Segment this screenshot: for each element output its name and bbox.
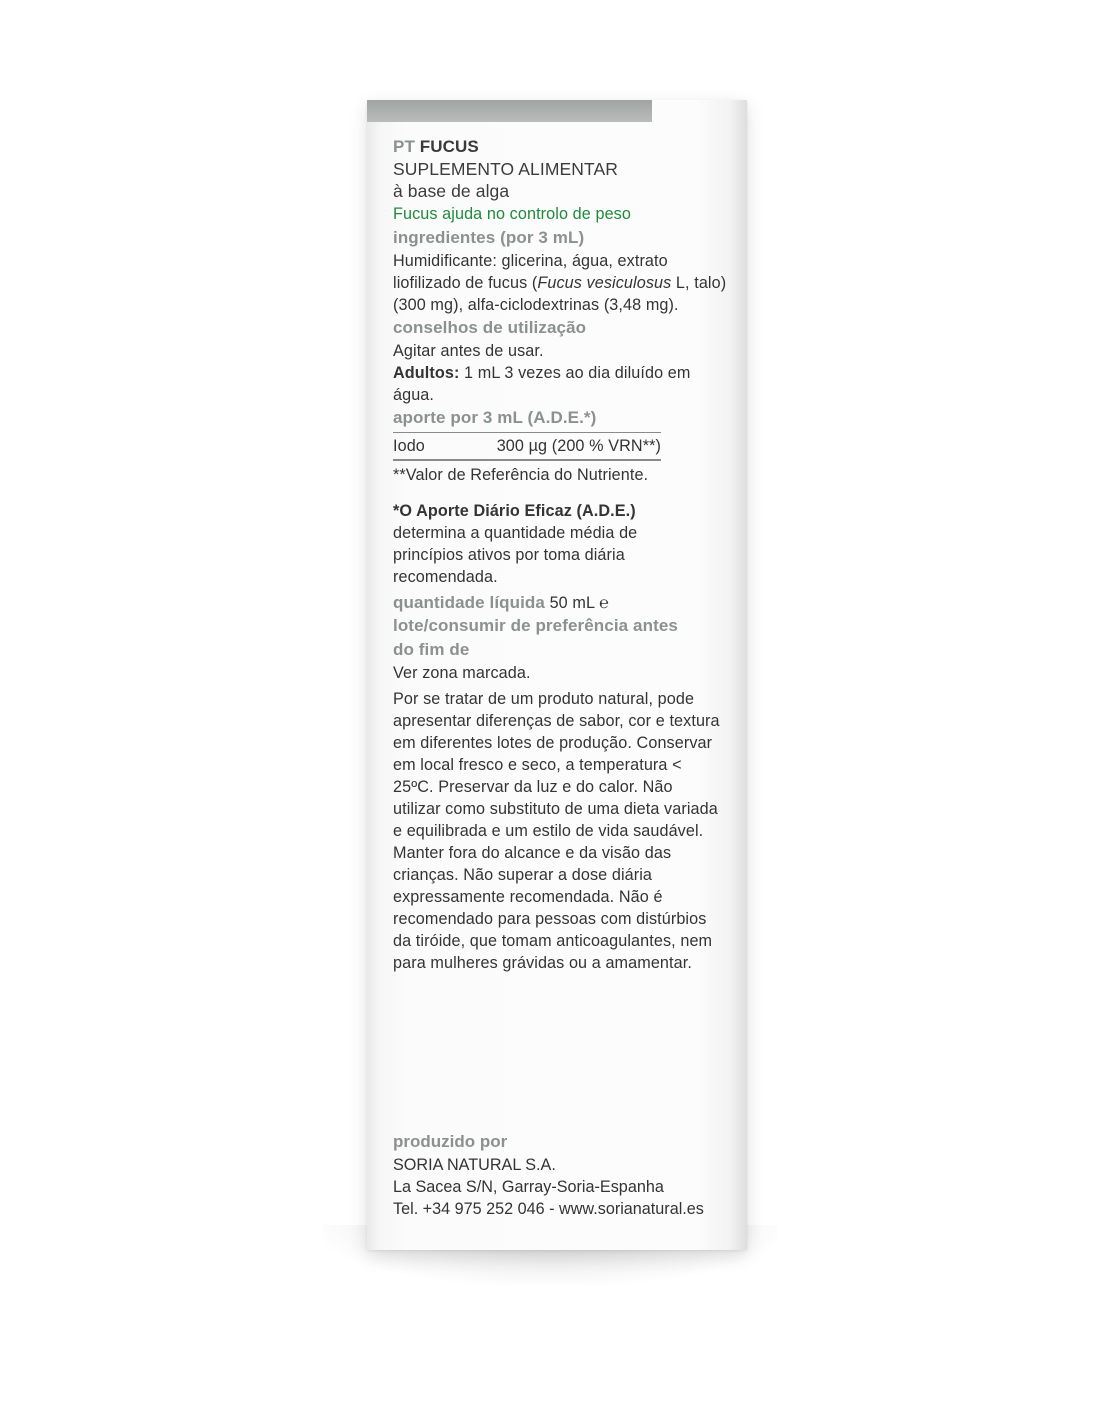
warnings-text: Por se tratar de um produto natural, pode apresentar diferenças de sabor, cor e textura em diferentes lotes de produção. Conservar em local fresco e seco, a temperatura < 25ºC. Preservar da luz e do calor. Não utilizar como substituto de uma dieta variada e equilibrada e um estilo de vida saudável. Manter fora do alcance e da visão das crianças. Não superar a dose diária expressamente recomendada. Não é recomendado para pessoas com distúrbios da tiróide, que tomam anticoagulantes, nem para mulheres grávidas ou a amamentar. bbox=[393, 690, 720, 972]
ingredients-part-b: L, talo) (300 mg), alfa-ciclodextrinas (3,48 mg). bbox=[393, 274, 727, 314]
net-quantity bbox=[393, 592, 733, 614]
producer-name: SORIA NATURAL S.A. bbox=[393, 1156, 556, 1174]
nutrient-name: Iodo bbox=[393, 437, 425, 455]
adults-dosage bbox=[393, 362, 733, 406]
product-box-side-panel bbox=[367, 100, 747, 1250]
ingredients-heading: ingredientes (por 3 mL) bbox=[393, 228, 585, 247]
producer-address: La Sacea S/N, Garray-Soria-Espanha bbox=[393, 1178, 664, 1196]
lot-text: Ver zona marcada. bbox=[393, 664, 531, 682]
health-claim: Fucus ajuda no controlo de peso bbox=[393, 205, 631, 223]
label-content bbox=[393, 136, 733, 974]
producer-block bbox=[393, 1130, 733, 1220]
language-code: PT bbox=[393, 137, 415, 156]
quantity-heading: quantidade líquida bbox=[393, 593, 545, 612]
subtitle-supplement: SUPLEMENTO ALIMENTAR bbox=[393, 159, 619, 179]
vrn-note: **Valor de Referência do Nutriente. bbox=[393, 466, 649, 484]
adults-text: 1 mL 3 vezes ao dia diluído em água. bbox=[393, 364, 691, 404]
producer-heading: produzido por bbox=[393, 1132, 508, 1151]
quantity-value: 50 mL ℮ bbox=[544, 594, 609, 612]
subtitle-base: à base de alga bbox=[393, 181, 510, 201]
usage-line: Agitar antes de usar. bbox=[393, 342, 544, 360]
box-top-strip bbox=[367, 100, 652, 122]
aporte-heading: aporte por 3 mL (A.D.E.*) bbox=[393, 408, 597, 427]
ingredients-part-a: Humidificante: glicerina, água, extrato liofilizado de fucus ( bbox=[393, 252, 668, 292]
product-name: FUCUS bbox=[419, 137, 479, 156]
adults-label: Adultos: bbox=[393, 364, 460, 382]
producer-contact: Tel. +34 975 252 046 - www.sorianatural.es bbox=[393, 1200, 704, 1218]
ingredients-text bbox=[393, 250, 733, 316]
nutrient-value: 300 µg (200 % VRN**) bbox=[496, 437, 661, 455]
product-title bbox=[393, 136, 733, 158]
usage-heading: conselhos de utilização bbox=[393, 318, 587, 337]
nutrient-table bbox=[393, 432, 661, 461]
ade-definition-text: determina a quantidade média de princípios ativos por toma diária recomendada. bbox=[393, 524, 638, 586]
ingredients-latin-name: Fucus vesiculosus bbox=[537, 274, 672, 292]
lot-heading: lote/consumir de preferência antes do fim de bbox=[393, 616, 678, 659]
ade-definition-title: *O Aporte Diário Eficaz (A.D.E.) bbox=[393, 502, 636, 520]
